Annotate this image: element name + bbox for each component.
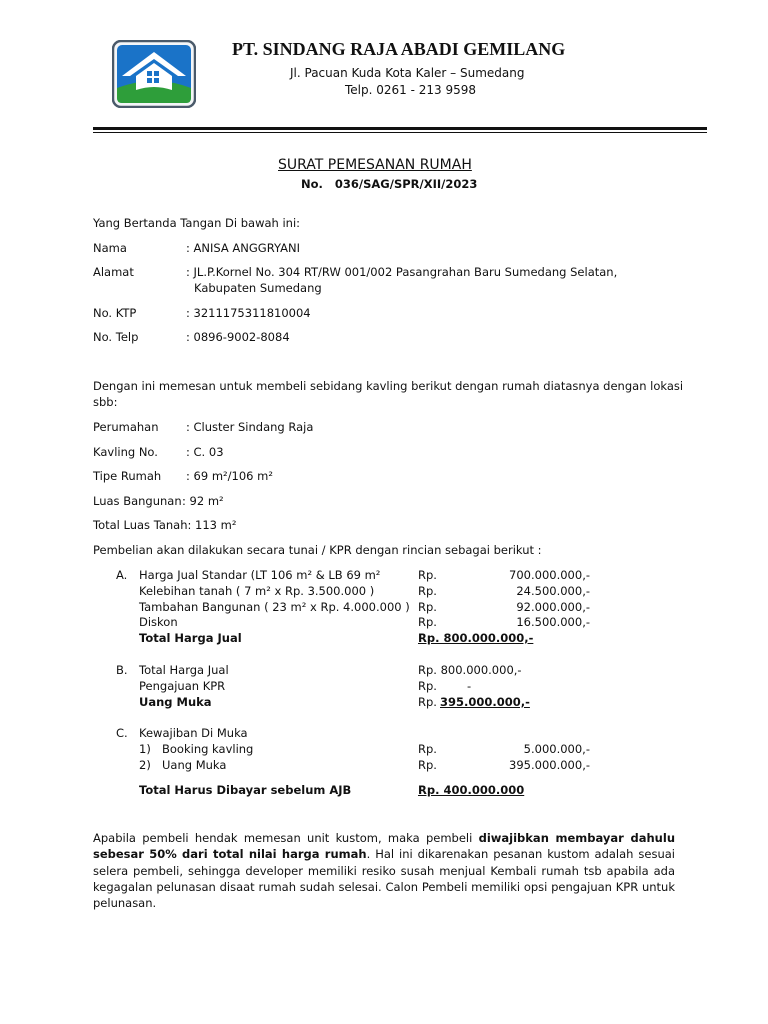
section-c-total-label: Total Harus Dibayar sebelum AJB — [139, 783, 352, 797]
section-b-kpr-currency: Rp. — [418, 679, 437, 693]
buyer-name-label: Nama — [93, 241, 127, 255]
buyer-address-value: : JL.P.Kornel No. 304 RT/RW 001/002 Pasangrahan Baru Sumedang Selatan, — [186, 265, 618, 279]
section-c-item-label: Uang Muka — [162, 758, 227, 772]
section-a-row-currency: Rp. — [418, 584, 437, 598]
section-b-dp-currency: Rp. — [418, 695, 437, 709]
buyer-phone-label: No. Telp — [93, 330, 139, 344]
intro-text: Yang Bertanda Tangan Di bawah ini: — [93, 216, 301, 230]
purchase-intro: Pembelian akan dilakukan secara tunai / KPR dengan rincian sebagai berikut : — [93, 543, 542, 557]
section-a-row-currency: Rp. — [418, 568, 437, 582]
section-a-row-currency: Rp. — [418, 600, 437, 614]
order-intro-line2: sbb: — [93, 395, 118, 409]
section-b-total-label: Total Harga Jual — [139, 663, 229, 677]
section-a-row-amount: 700.000.000,- — [509, 568, 590, 582]
section-a-row-amount: 24.500.000,- — [516, 584, 590, 598]
company-name: PT. SINDANG RAJA ABADI GEMILANG — [232, 39, 566, 59]
property-luas-bangunan-label: Luas Bangunan — [93, 494, 182, 508]
section-a-row-label: Kelebihan tanah ( 7 m² x Rp. 3.500.000 ) — [139, 584, 375, 598]
document-number-label: No. — [301, 177, 323, 191]
section-b-dp-value: 395.000.000,- — [440, 695, 530, 709]
section-c-item-currency: Rp. — [418, 742, 437, 756]
section-c-item-label: Booking kavling — [162, 742, 254, 756]
buyer-phone-value: : 0896-9002-8084 — [186, 330, 290, 344]
order-intro-line1: Dengan ini memesan untuk membeli sebidang kavling berikut dengan rumah diatasnya dengan lokasi — [93, 379, 684, 393]
section-a-marker: A. — [116, 568, 128, 582]
company-address: Jl. Pacuan Kuda Kota Kaler – Sumedang — [290, 66, 525, 80]
property-perumahan-label: Perumahan — [93, 420, 159, 434]
section-c-marker: C. — [116, 726, 128, 740]
total-land-area: Total Luas Tanah: 113 m² — [93, 518, 237, 532]
section-a-row-label: Harga Jual Standar (LT 106 m² & LB 69 m² — [139, 568, 381, 582]
section-a-row-amount: 92.000.000,- — [516, 600, 590, 614]
header-divider-thick — [93, 127, 707, 130]
section-a-row-label: Tambahan Bangunan ( 23 m² x Rp. 4.000.000 ) — [139, 600, 410, 614]
buyer-address-label: Alamat — [93, 265, 134, 279]
buyer-address-value-line2: Kabupaten Sumedang — [194, 281, 322, 295]
section-b-dp-label: Uang Muka — [139, 695, 212, 709]
buyer-ktp-label: No. KTP — [93, 306, 137, 320]
property-perumahan-value: : Cluster Sindang Raja — [186, 420, 314, 434]
section-a-total-label: Total Harga Jual — [139, 631, 242, 645]
section-a-row-currency: Rp. — [418, 615, 437, 629]
property-luas-bangunan-value: : 92 m² — [182, 494, 224, 508]
closing-text-bold: diwajibkan membayar dahulu sebesar 50% dari total nilai harga rumah — [93, 831, 676, 862]
company-phone: Telp. 0261 - 213 9598 — [345, 83, 477, 97]
section-b-total-value: Rp. 800.000.000,- — [418, 663, 522, 677]
property-tipe-label: Tipe Rumah — [93, 469, 162, 483]
buyer-name-value: : ANISA ANGGRYANI — [186, 241, 300, 255]
section-c-item-currency: Rp. — [418, 758, 437, 772]
section-b-kpr-label: Pengajuan KPR — [139, 679, 226, 693]
company-logo — [112, 40, 196, 108]
section-a-total-value: Rp. 800.000.000,- — [418, 631, 534, 645]
section-c-item-number: 1) — [139, 742, 151, 756]
document-number — [301, 177, 477, 191]
closing-text-part1: Apabila pembeli hendak memesan unit kustom, maka pembeli — [93, 831, 479, 845]
section-c-item-amount: 395.000.000,- — [509, 758, 590, 772]
buyer-ktp-value: : 3211175311810004 — [186, 306, 311, 320]
section-c-item-amount: 5.000.000,- — [523, 742, 590, 756]
section-b-kpr-value: - — [467, 679, 472, 693]
property-kavling-label: Kavling No. — [93, 445, 158, 459]
section-a-row-amount: 16.500.000,- — [516, 615, 590, 629]
document-title: SURAT PEMESANAN RUMAH — [278, 157, 472, 173]
closing-text-part2: . Hal ini dikarenakan pesanan kustom adalah sesuai selera pembeli, sehingga developer memiliki resiko susah menjual Kembali rumah tsb apabila ada kegagalan pelunasan disaat rumah sudah selesai. Calon Pembeli memiliki opsi pengajuan KPR untuk pelunasan. — [93, 847, 675, 911]
header-divider-thin — [93, 132, 707, 133]
section-c-item-number: 2) — [139, 758, 151, 772]
document-number-value: 036/SAG/SPR/XII/2023 — [334, 177, 478, 191]
property-tipe-value: : 69 m²/106 m² — [186, 469, 273, 483]
property-kavling-value: : C. 03 — [186, 445, 224, 459]
section-b-marker: B. — [116, 663, 128, 677]
section-a-row-label: Diskon — [139, 615, 178, 629]
section-c-heading: Kewajiban Di Muka — [139, 726, 248, 740]
section-c-total-value: Rp. 400.000.000 — [418, 783, 525, 797]
closing-paragraph — [93, 830, 675, 911]
